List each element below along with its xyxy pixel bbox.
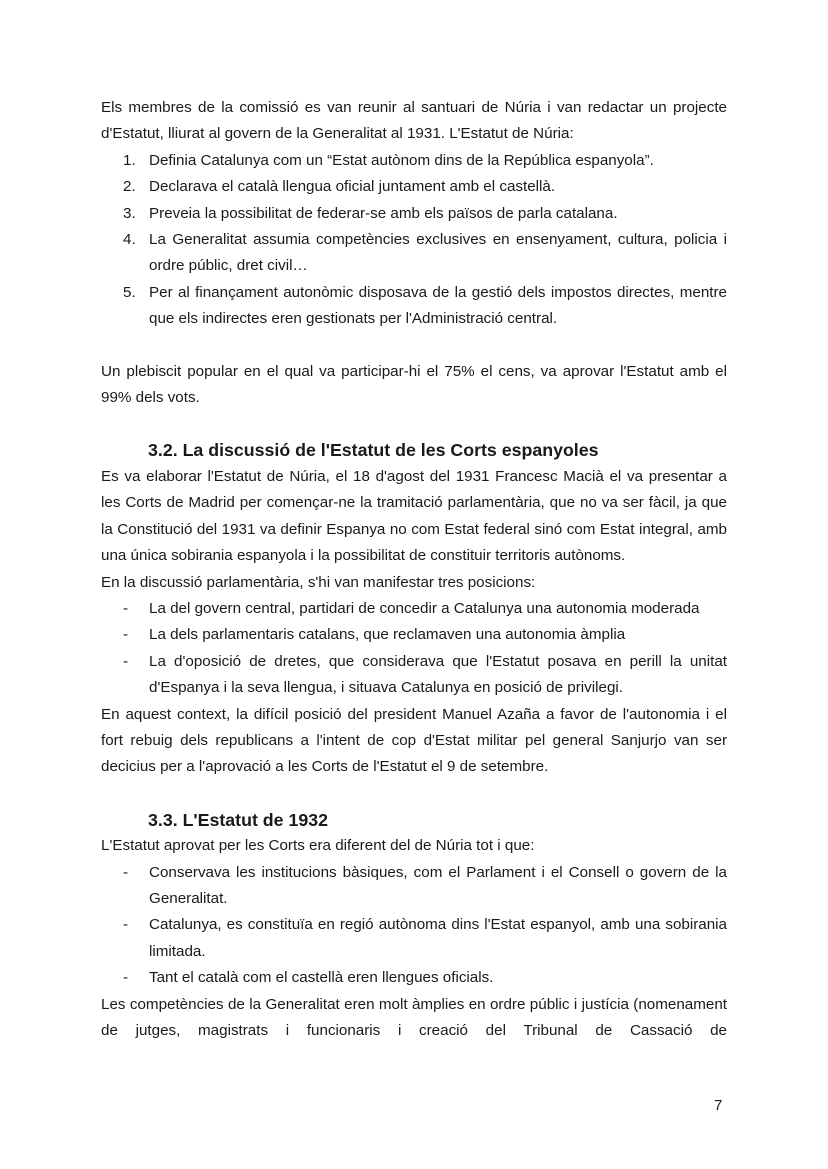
list-item (101, 622, 727, 648)
section-3-2-paragraph-3: En aquest context, la difícil posició del president Manuel Azaña a favor de l'autonomia i el fort rebuig dels republicans a l'intent de cop d'Estat militar pel general Sanjurjo van ser decicius per a l'aprovació a les Corts de l'Estatut el 9 de setembre. (101, 705, 727, 776)
list-item (101, 201, 727, 227)
section-3-2-paragraph-1: Es va elaborar l'Estatut de Núria, el 18 d'agost del 1931 Francesc Macià el va presentar a les Corts de Madrid per començar-ne la tramitació parlamentària, que no va ser fàcil, ja que la Constitució del 1931 va definir Espanya no com Estat federal sinó com Estat integral, amb una única sobirania espanyola i la possibilitat de constituir territoris autònoms. (101, 467, 727, 565)
list-item-text: La del govern central, partidari de concedir a Catalunya una autonomia moderada (149, 599, 700, 617)
list-marker: - (123, 863, 129, 881)
page-number: 7 (714, 1097, 723, 1114)
list-item (101, 596, 727, 622)
list-item-text: Conservava les institucions bàsiques, com el Parlament i el Consell o govern de la Generalitat. (149, 863, 727, 907)
list-item-text: Preveia la possibilitat de federar-se amb els països de parla catalana. (149, 204, 618, 222)
list-marker: 2. (123, 178, 136, 196)
section-heading-3-3: 3.3. L'Estatut de 1932 (148, 809, 328, 830)
list-item (101, 280, 727, 333)
list-marker: 4. (123, 231, 136, 249)
list-item-text: Declarava el català llengua oficial juntament amb el castellà. (149, 178, 556, 196)
list-item-text: Definia Catalunya com un “Estat autònom dins de la República espanyola”. (149, 151, 654, 169)
nuria-statute-list (101, 148, 727, 333)
list-marker: - (123, 969, 129, 987)
list-marker: - (123, 599, 129, 617)
list-item-text: La Generalitat assumia competències exclusives en ensenyament, cultura, policia i ordre públic, dret civil… (149, 231, 727, 275)
intro-paragraph: Els membres de la comissió es van reunir al santuari de Núria i van redactar un projecte d'Estatut, lliurat al govern de la Generalitat al 1931. L'Estatut de Núria: (101, 99, 727, 143)
list-marker: - (123, 626, 129, 644)
list-item-text: La d'oposició de dretes, que considerava que l'Estatut posava en perill la unitat d'Espanya i la seva llengua, i situava Catalunya en posició de privilegi. (149, 652, 727, 697)
plebiscit-paragraph: Un plebiscit popular en el qual va participar-hi el 75% el cens, va aprovar l'Estatut amb el 99% dels vots. (101, 362, 727, 407)
list-marker: 3. (123, 204, 136, 222)
list-item (101, 860, 727, 913)
list-item (101, 148, 727, 174)
list-marker: 1. (123, 151, 136, 169)
list-item-text: Tant el català com el castellà eren llengues oficials. (149, 969, 494, 987)
list-item (101, 965, 727, 991)
list-marker: - (123, 916, 129, 934)
list-item (101, 649, 727, 702)
positions-list (101, 596, 727, 702)
section-3-2-paragraph-2: En la discussió parlamentària, s'hi van manifestar tres posicions: (101, 573, 536, 591)
list-item (101, 912, 727, 965)
section-3-3-paragraph-1: L'Estatut aprovat per les Corts era diferent del de Núria tot i que: (101, 837, 535, 855)
section-heading-3-2: 3.2. La discussió de l'Estatut de les Corts espanyoles (148, 440, 599, 461)
document-body (101, 95, 727, 1044)
list-item (101, 227, 727, 280)
list-item-text: Per al finançament autonòmic disposava de la gestió dels impostos directes, mentre que els indirectes eren gestionats per l'Administració central. (149, 283, 727, 328)
section-3-3-paragraph-2: Les competències de la Generalitat eren molt àmplies en ordre públic i justícia (nomenament de jutges, magistrats i funcionaris i creació del Tribunal de Cassació de (101, 995, 727, 1039)
list-item-text: Catalunya, es constituïa en regió autònoma dins l'Estat espanyol, amb una sobirania limitada. (149, 916, 727, 960)
list-marker: 5. (123, 283, 136, 301)
list-marker: - (123, 652, 129, 670)
statute-1932-list (101, 860, 727, 992)
list-item-text: La dels parlamentaris catalans, que reclamaven una autonomia àmplia (149, 626, 626, 644)
list-item (101, 174, 727, 200)
